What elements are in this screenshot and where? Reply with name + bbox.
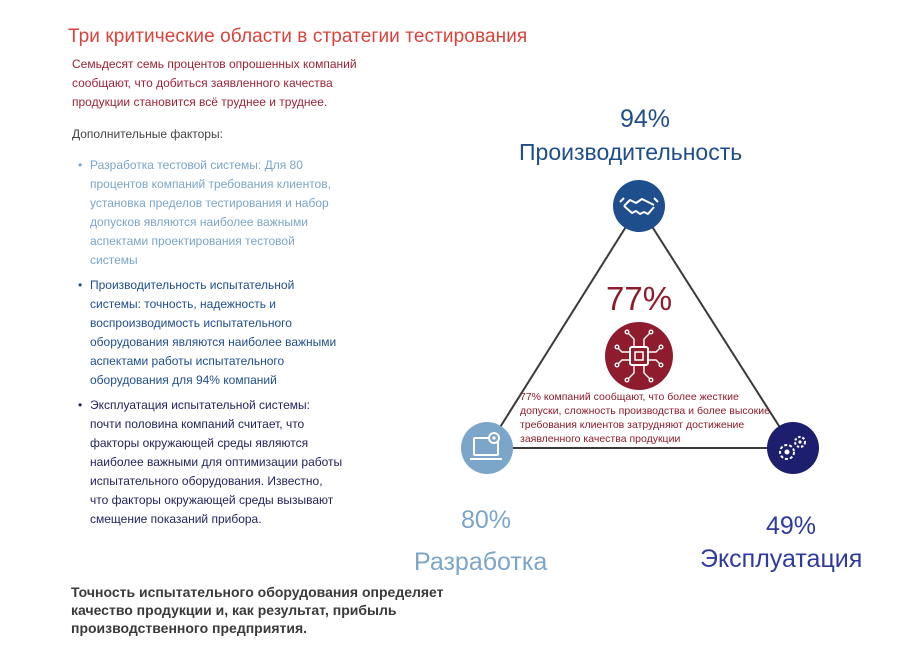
gears-icon bbox=[767, 422, 819, 474]
handshake-icon bbox=[613, 180, 665, 232]
development-label: Разработка bbox=[414, 548, 548, 576]
conclusion-text: Точность испытательного оборудования определяет качество продукции и, как результат, прибыль производственного предприятия. bbox=[71, 584, 444, 636]
list-item-text: Эксплуатация испытательной системы: почти половина компаний считает, что факторы окружающей среды являются наиболее важными для оптимизации работы испытательного оборудования. Известно, что факторы окружающей среды вызывают смещение показаний прибора. bbox=[90, 398, 343, 526]
bullet-icon: • bbox=[78, 158, 83, 172]
development-percent: 80% bbox=[461, 506, 512, 534]
list-item-text: Разработка тестовой системы: Для 80 процентов компаний требования клиентов, установка пределов тестирования и набор допусков являются наиболее важными аспектами проектирования тестовой системы bbox=[90, 158, 331, 267]
monitor-gear-icon bbox=[461, 422, 513, 474]
intro-text: Семьдесят семь процентов опрошенных компаний сообщают, что добиться заявленного качества продукции становится всё труднее и труднее. bbox=[72, 57, 357, 109]
factors-heading: Дополнительные факторы: bbox=[72, 127, 223, 141]
center-percent: 77% bbox=[606, 280, 673, 317]
operation-label: Эксплуатация bbox=[700, 545, 863, 573]
list-item-text: Производительность испытательной системы: точность, надежность и воспроизводимость испытательного оборудования являются наиболее важными аспектами работы испытательного оборудования для 94% компаний bbox=[90, 278, 337, 387]
bullet-icon: • bbox=[78, 278, 83, 292]
chip-icon bbox=[605, 322, 673, 390]
center-note: 77% компаний сообщают, что более жесткие допуски, сложность производства и более высокие требования клиентов затрудняют достижение заявленного качества продукции bbox=[520, 391, 770, 445]
page-title: Три критические области в стратегии тестирования bbox=[68, 26, 528, 47]
performance-label: Производительность bbox=[519, 139, 743, 165]
bullet-icon: • bbox=[78, 398, 83, 412]
operation-percent: 49% bbox=[766, 512, 817, 540]
performance-percent: 94% bbox=[620, 105, 671, 133]
